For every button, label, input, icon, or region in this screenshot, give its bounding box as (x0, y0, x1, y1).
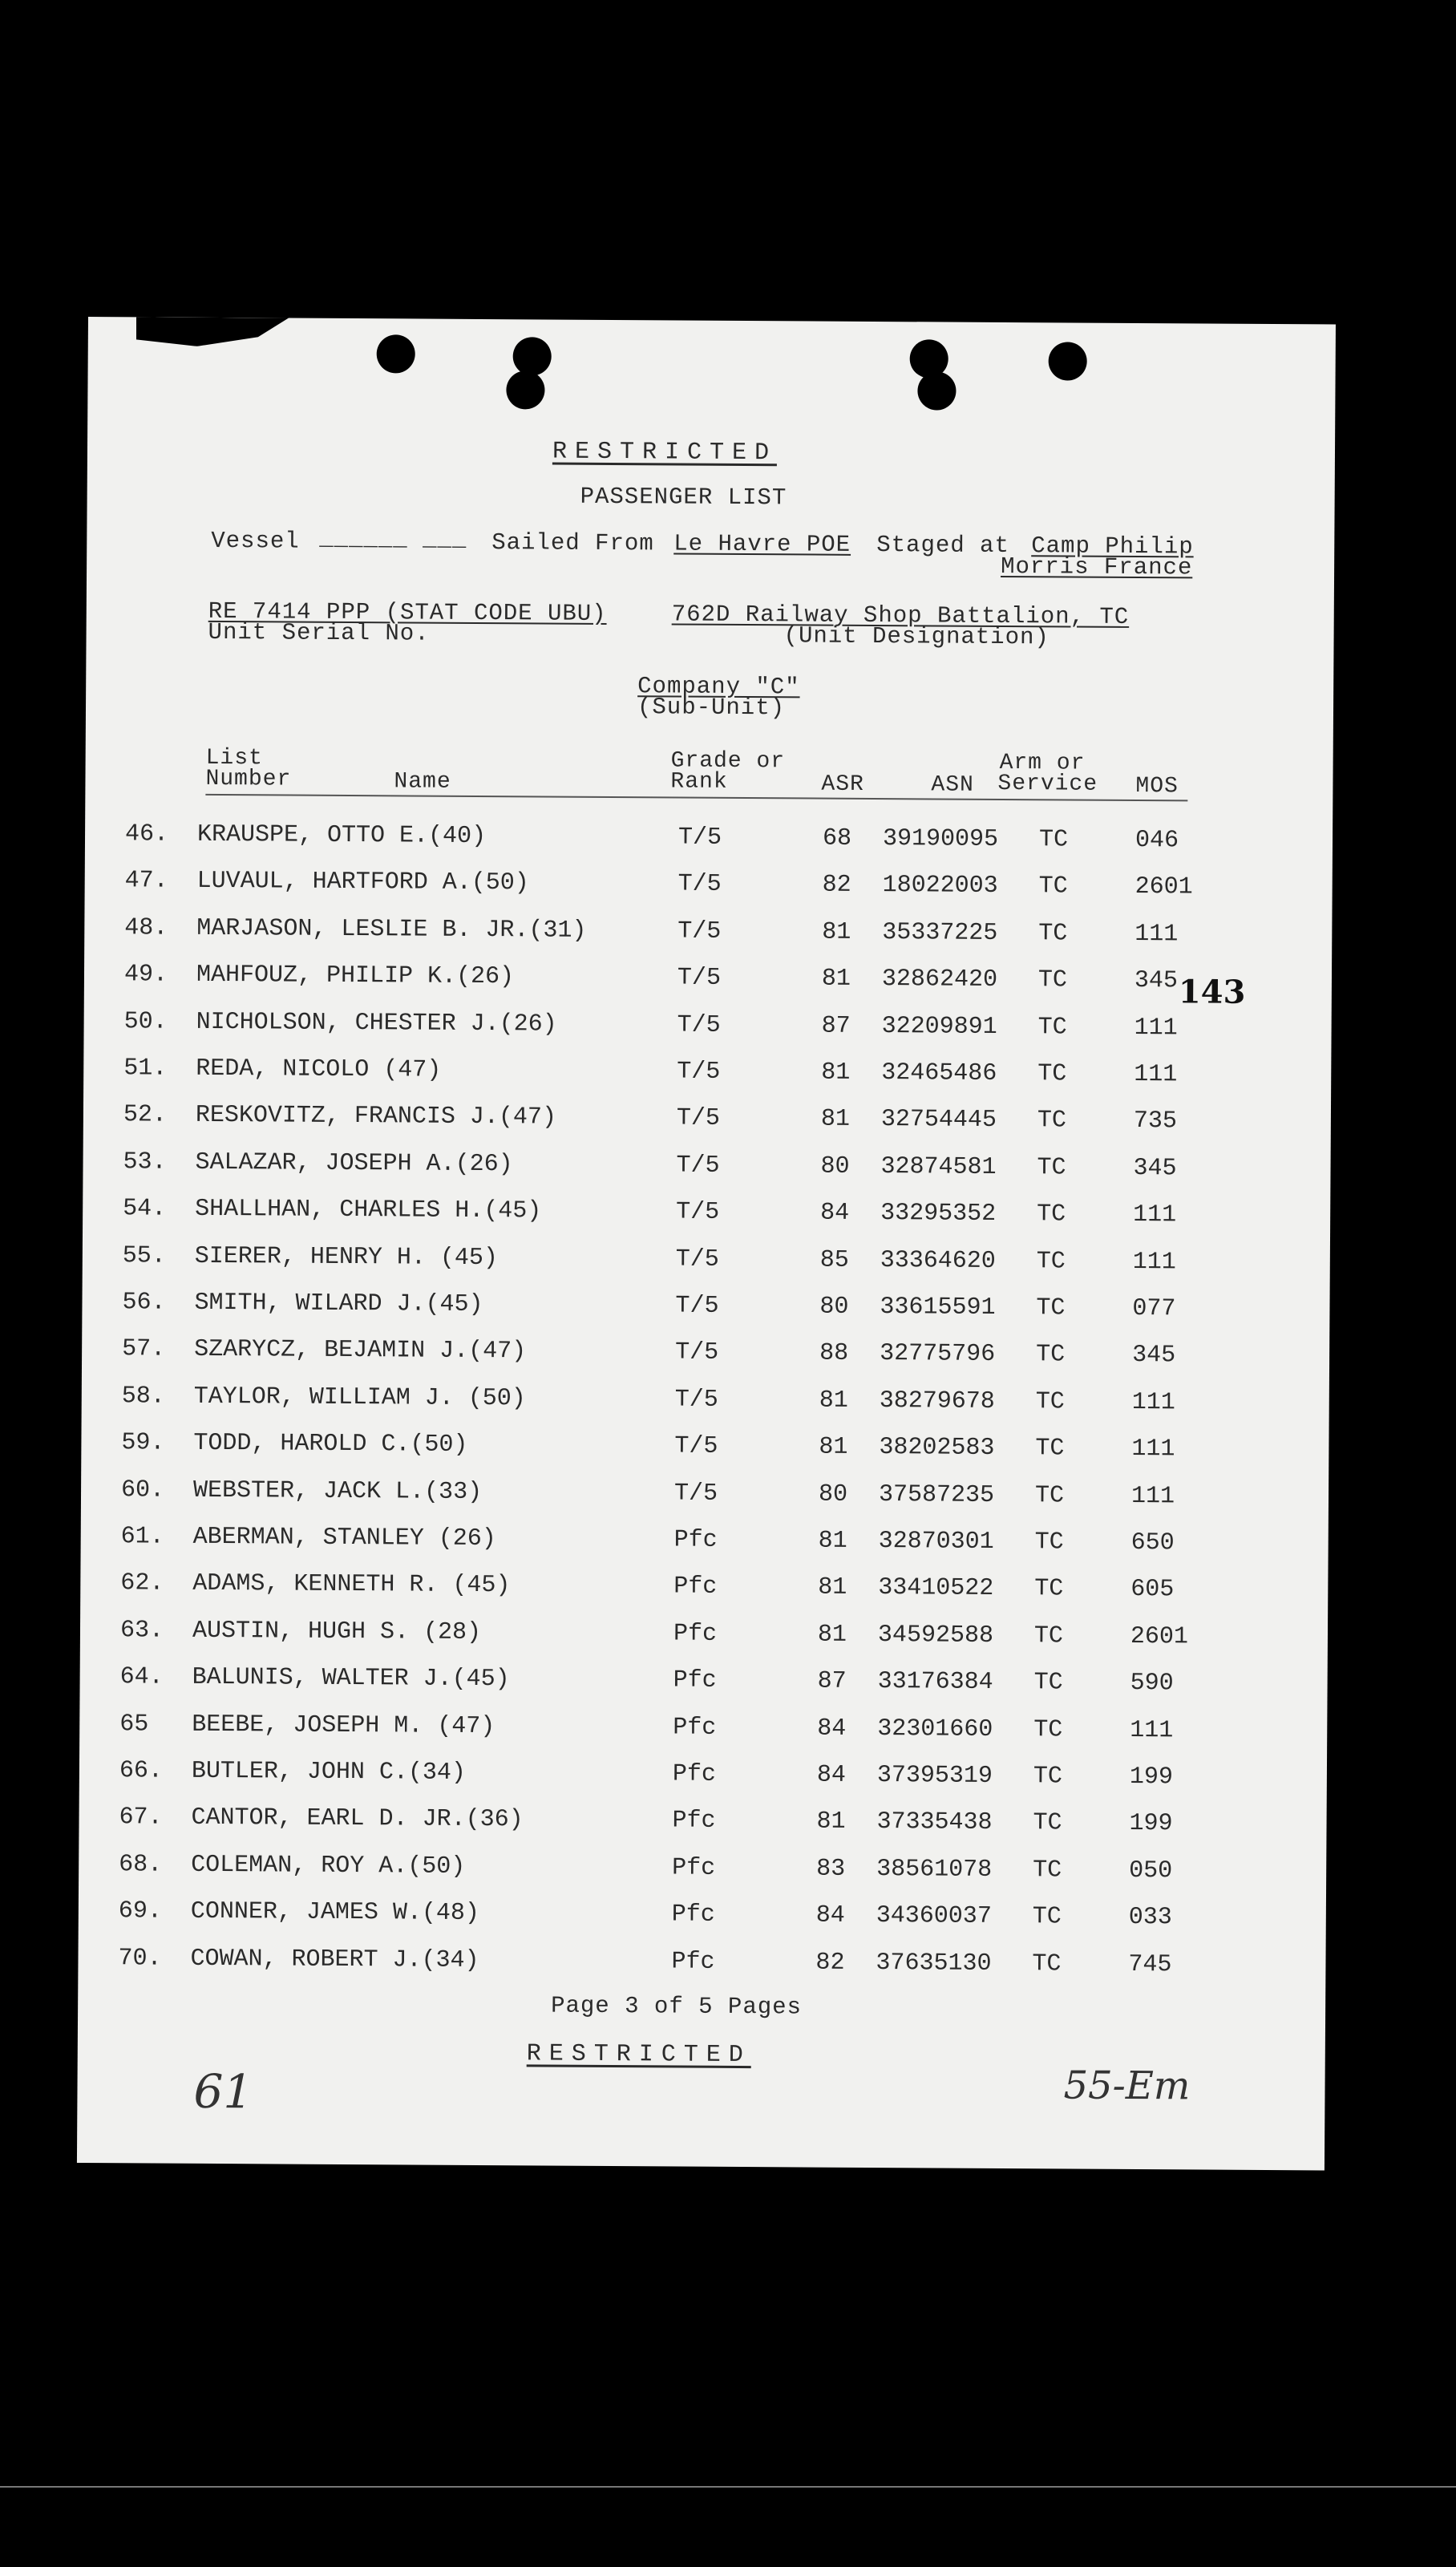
cell-asr: 68 (822, 824, 852, 852)
cell-name: LUVAUL, HARTFORD A.(50) (196, 868, 529, 897)
table-row (83, 1148, 1330, 1203)
cell-grade: T/5 (676, 1104, 721, 1133)
cell-arm: TC (1038, 920, 1068, 948)
punch-hole (506, 370, 544, 409)
table-row (79, 1804, 1326, 1858)
cell-asn: 34360037 (876, 1902, 992, 1931)
cell-asr: 84 (817, 1715, 847, 1743)
cell-grade: Pfc (673, 1573, 718, 1601)
cell-grade: Pfc (672, 1854, 716, 1882)
unit-designation-value: 762D Railway Shop Battalion, TC (671, 601, 1130, 630)
cell-arm: TC (1033, 1856, 1062, 1885)
cell-mos: 590 (1130, 1670, 1174, 1698)
stamped-number: 143 (1178, 973, 1246, 1011)
cell-asn: 18022003 (882, 872, 998, 901)
table-row (79, 1711, 1327, 1765)
cell-arm: TC (1035, 1435, 1065, 1463)
table-row (81, 1476, 1329, 1531)
cell-asn: 32862420 (881, 966, 998, 994)
cell-mos: 111 (1131, 1435, 1175, 1464)
cell-name: KRAUSPE, OTTO E.(40) (196, 820, 487, 851)
document-type: PASSENGER LIST (580, 483, 787, 512)
punch-hole (513, 337, 552, 375)
sub-unit-label: (Sub-Unit) (637, 694, 786, 722)
table-row (83, 1055, 1331, 1109)
cell-grade: Pfc (672, 1807, 716, 1836)
cell-num: 50. (123, 1007, 168, 1036)
cell-name: ADAMS, KENNETH R. (45) (192, 1570, 511, 1600)
punch-hole (917, 371, 956, 410)
cell-name: SALAZAR, JOSEPH A.(26) (195, 1148, 513, 1179)
cell-num: 59. (121, 1429, 165, 1457)
col-grade: Grade or (670, 748, 786, 775)
cell-num: 68. (119, 1851, 163, 1879)
cell-asr: 81 (816, 1808, 846, 1836)
col-asn: ASN (931, 772, 974, 798)
col-grade-2: Rank (670, 769, 728, 795)
sailed-from-value: Le Havre POE (673, 530, 851, 558)
cell-num: 55. (122, 1241, 166, 1270)
cell-asr: 80 (819, 1293, 849, 1321)
cell-mos: 077 (1132, 1294, 1176, 1323)
cell-num: 67. (119, 1804, 163, 1832)
document-sheet (77, 317, 1336, 2170)
cell-asr: 81 (818, 1573, 847, 1602)
punch-hole (1049, 342, 1087, 380)
cell-num: 61. (120, 1523, 164, 1551)
cell-name: COLEMAN, ROY A.(50) (191, 1851, 466, 1881)
cell-num: 66. (119, 1757, 164, 1785)
cell-num: 69. (118, 1897, 162, 1925)
cell-asr: 83 (816, 1855, 846, 1883)
cell-name: ABERMAN, STANLEY (26) (192, 1523, 496, 1553)
cell-name: CONNER, JAMES W.(48) (190, 1898, 480, 1928)
cell-name: CANTOR, EARL D. JR.(36) (191, 1804, 524, 1834)
cell-num: 65 (119, 1710, 149, 1739)
table-row (83, 1008, 1331, 1063)
cell-asr: 81 (819, 1387, 848, 1415)
cell-asr: 82 (822, 871, 851, 900)
cell-asn: 32301660 (877, 1715, 993, 1743)
table-row (80, 1523, 1328, 1577)
table-row (83, 1242, 1330, 1297)
cell-arm: TC (1032, 1903, 1062, 1931)
cell-arm: TC (1033, 1715, 1063, 1744)
cell-arm: TC (1034, 1481, 1065, 1510)
cell-mos: 050 (1129, 1856, 1173, 1885)
staged-label: Staged at (876, 532, 1010, 560)
cell-num: 62. (120, 1569, 164, 1597)
cell-asr: 84 (816, 1761, 847, 1789)
cell-asr: 81 (818, 1527, 847, 1555)
cell-asr: 81 (821, 965, 851, 994)
cell-asr: 84 (820, 1199, 850, 1228)
col-name: Name (394, 769, 451, 795)
col-list-number-2: Number (205, 766, 292, 792)
cell-name: SIERER, HENRY H. (45) (194, 1242, 499, 1272)
vessel-label: Vessel (211, 527, 300, 555)
cell-asr: 85 (819, 1246, 849, 1274)
cell-grade: Pfc (673, 1620, 718, 1648)
cell-mos: 111 (1131, 1388, 1175, 1417)
cell-grade: T/5 (675, 1245, 719, 1273)
cell-arm: TC (1037, 1154, 1066, 1182)
cell-grade: T/5 (677, 1058, 721, 1086)
cell-name: SMITH, WILARD J.(45) (194, 1289, 483, 1319)
cell-mos: 345 (1134, 967, 1179, 995)
cell-grade: T/5 (674, 1386, 718, 1414)
cell-grade: Pfc (672, 1760, 717, 1788)
unit-designation-label: (Unit Designation) (783, 622, 1050, 651)
restricted-footer: RESTRICTED (526, 2040, 751, 2070)
cell-num: 54. (123, 1195, 167, 1223)
cell-asn: 37635130 (876, 1949, 992, 1978)
table-row (80, 1569, 1328, 1624)
cell-mos: 2601 (1130, 1622, 1189, 1651)
cell-asn: 33295352 (880, 1200, 997, 1229)
col-list-number: List (205, 745, 263, 771)
staged-value-line2: Morris France (1001, 553, 1193, 581)
cell-asn: 32209891 (881, 1012, 997, 1041)
cell-num: 49. (123, 961, 168, 989)
cell-arm: TC (1037, 966, 1068, 994)
cell-name: BUTLER, JOHN C.(34) (191, 1757, 467, 1787)
cell-arm: TC (1037, 1200, 1066, 1229)
cell-name: MAHFOUZ, PHILIP K.(26) (196, 962, 515, 991)
cell-asr: 80 (820, 1152, 850, 1180)
cell-arm: TC (1034, 1575, 1064, 1603)
cell-asr: 88 (819, 1339, 849, 1368)
cell-arm: TC (1033, 1622, 1064, 1650)
cell-grade: T/5 (677, 1011, 721, 1039)
handwritten-note: 55-Em (1063, 2063, 1191, 2109)
cell-grade: Pfc (671, 1901, 715, 1929)
restricted-header: RESTRICTED (552, 438, 778, 468)
cell-arm: TC (1036, 1294, 1066, 1322)
cell-mos: 199 (1129, 1810, 1173, 1838)
table-row (79, 1897, 1326, 1952)
cell-asn: 38279678 (879, 1387, 995, 1415)
table-row (85, 820, 1333, 875)
cell-num: 64. (119, 1663, 164, 1691)
cell-name: MARJASON, LESLIE B. JR.(31) (196, 914, 587, 945)
cell-mos: 111 (1132, 1248, 1176, 1276)
cell-asn: 33364620 (880, 1246, 996, 1275)
cell-grade: T/5 (677, 964, 722, 993)
cell-asr: 87 (817, 1667, 847, 1695)
cell-mos: 605 (1130, 1576, 1175, 1604)
cell-name: REDA, NICOLO (47) (196, 1055, 442, 1084)
cell-asn: 34592588 (877, 1621, 994, 1650)
table-row (84, 914, 1332, 969)
cell-name: BALUNIS, WALTER J.(45) (192, 1664, 510, 1694)
cell-arm: TC (1036, 1247, 1066, 1276)
cell-name: TODD, HAROLD C.(50) (193, 1430, 468, 1460)
cell-grade: T/5 (674, 1432, 718, 1461)
cell-num: 52. (123, 1101, 168, 1130)
cell-arm: TC (1034, 1528, 1064, 1557)
col-arm-2: Service (997, 771, 1098, 797)
cell-num: 48. (124, 914, 168, 942)
cell-mos: 111 (1130, 1716, 1174, 1744)
cell-asn: 32874581 (880, 1152, 997, 1181)
cell-grade: T/5 (676, 1152, 720, 1180)
cell-mos: 033 (1128, 1904, 1172, 1932)
torn-corner (136, 317, 289, 350)
col-arm: Arm or (999, 750, 1086, 776)
cell-num: 51. (123, 1055, 168, 1083)
unit-serial-value: RE 7414 PPP (STAT CODE UBU) (208, 597, 607, 627)
cell-mos: 650 (1130, 1528, 1175, 1557)
cell-arm: TC (1038, 873, 1068, 901)
cell-arm: TC (1035, 1388, 1065, 1416)
cell-num: 47. (124, 867, 168, 896)
cell-asn: 38561078 (876, 1855, 993, 1884)
cell-grade: T/5 (673, 1480, 718, 1508)
cell-num: 57. (122, 1335, 166, 1364)
cell-grade: T/5 (677, 870, 722, 899)
punch-hole (377, 334, 415, 373)
cell-name: AUSTIN, HUGH S. (28) (192, 1617, 482, 1646)
cell-grade: T/5 (675, 1292, 719, 1320)
cell-asr: 81 (820, 1105, 851, 1134)
table-row (83, 1101, 1331, 1156)
table-row (79, 1663, 1327, 1718)
table-row (82, 1289, 1329, 1343)
cell-mos: 345 (1132, 1342, 1176, 1370)
cell-mos: 046 (1134, 826, 1179, 855)
cell-mos: 111 (1130, 1482, 1175, 1510)
cell-mos: 111 (1134, 1060, 1178, 1089)
cell-mos: 111 (1134, 920, 1179, 949)
cell-arm: TC (1036, 1341, 1066, 1369)
cell-num: 60. (120, 1476, 165, 1504)
page-indicator: Page 3 of 5 Pages (551, 1992, 803, 2021)
cell-asn: 32775796 (880, 1340, 996, 1369)
table-row (78, 1945, 1325, 1999)
cell-name: COWAN, ROBERT J.(34) (190, 1945, 479, 1974)
cell-num: 53. (123, 1148, 167, 1176)
table-row (82, 1383, 1329, 1437)
cell-num: 46. (124, 820, 169, 848)
cell-num: 63. (119, 1617, 164, 1645)
cell-grade: Pfc (671, 1948, 715, 1976)
cell-num: 58. (121, 1383, 165, 1411)
staged-value-line1: Camp Philip (1031, 532, 1194, 561)
cell-grade: T/5 (676, 1198, 720, 1227)
cell-asn: 39190095 (882, 825, 999, 853)
cell-asr: 81 (819, 1433, 848, 1462)
table-row (79, 1851, 1326, 1905)
cell-arm: TC (1038, 826, 1069, 854)
vessel-blank: ______ ___ (319, 524, 467, 553)
cell-mos: 111 (1134, 1014, 1178, 1042)
cell-asn: 33615591 (880, 1294, 996, 1322)
cell-asn: 37395319 (876, 1762, 993, 1790)
col-asr: ASR (821, 771, 864, 797)
cell-asn: 32465486 (881, 1059, 997, 1087)
sub-unit-value: Company "C" (637, 673, 800, 701)
cell-name: BEEBE, JOSEPH M. (47) (192, 1711, 495, 1740)
cell-asr: 84 (815, 1901, 845, 1929)
cell-grade: Pfc (673, 1526, 718, 1554)
cell-name: SZARYCZ, BEJAMIN J.(47) (194, 1336, 527, 1366)
cell-arm: TC (1033, 1763, 1063, 1791)
cell-asr: 82 (815, 1949, 845, 1977)
cell-asn: 32754445 (880, 1106, 997, 1135)
cell-arm: TC (1033, 1809, 1062, 1837)
cell-grade: Pfc (673, 1714, 717, 1742)
cell-name: SHALLHAN, CHARLES H.(45) (195, 1196, 542, 1225)
cell-arm: TC (1032, 1950, 1062, 1978)
cell-mos: 735 (1133, 1107, 1178, 1136)
cell-asn: 35337225 (882, 918, 998, 947)
cell-grade: T/5 (677, 917, 722, 945)
cell-num: 70. (118, 1944, 162, 1973)
table-row (79, 1757, 1327, 1812)
cell-mos: 345 (1133, 1154, 1177, 1183)
table-row (84, 961, 1332, 1015)
cell-asr: 81 (817, 1621, 847, 1649)
cell-num: 56. (122, 1289, 166, 1317)
cell-grade: T/5 (675, 1338, 719, 1367)
cell-grade: T/5 (677, 824, 722, 852)
table-row (80, 1617, 1328, 1671)
cell-asn: 38202583 (879, 1434, 995, 1463)
cell-name: RESKOVITZ, FRANCIS J.(47) (195, 1102, 557, 1132)
cell-asr: 81 (822, 918, 851, 946)
scan-edge-line (0, 2486, 1456, 2488)
cell-name: WEBSTER, JACK L.(33) (192, 1476, 483, 1506)
table-row (83, 1195, 1330, 1249)
cell-asn: 37587235 (878, 1480, 995, 1509)
cell-arm: TC (1037, 1060, 1067, 1088)
cell-arm: TC (1037, 1013, 1067, 1042)
cell-asr: 87 (821, 1012, 851, 1040)
cell-asn: 32870301 (878, 1528, 994, 1556)
cell-mos: 745 (1128, 1950, 1172, 1978)
col-mos: MOS (1135, 773, 1179, 800)
cell-grade: Pfc (673, 1666, 717, 1695)
cell-name: NICHOLSON, CHESTER J.(26) (196, 1008, 557, 1039)
cell-asn: 33410522 (878, 1574, 994, 1603)
table-row (84, 867, 1332, 921)
cell-arm: TC (1033, 1669, 1063, 1697)
cell-arm: TC (1037, 1107, 1067, 1135)
cell-asr: 80 (818, 1480, 848, 1508)
sailed-from-label: Sailed From (491, 529, 654, 557)
unit-serial-label: Unit Serial No. (208, 618, 430, 647)
cell-name: TAYLOR, WILLIAM J. (50) (193, 1383, 526, 1413)
cell-mos: 199 (1129, 1763, 1174, 1792)
cell-asr: 81 (821, 1059, 851, 1087)
cell-asn: 33176384 (877, 1668, 993, 1697)
handwritten-number: 61 (193, 2063, 253, 2120)
cell-mos: 2601 (1134, 873, 1193, 901)
cell-asn: 37335438 (876, 1808, 993, 1837)
table-row (81, 1429, 1329, 1484)
cell-mos: 111 (1133, 1201, 1177, 1229)
table-row (82, 1335, 1329, 1390)
